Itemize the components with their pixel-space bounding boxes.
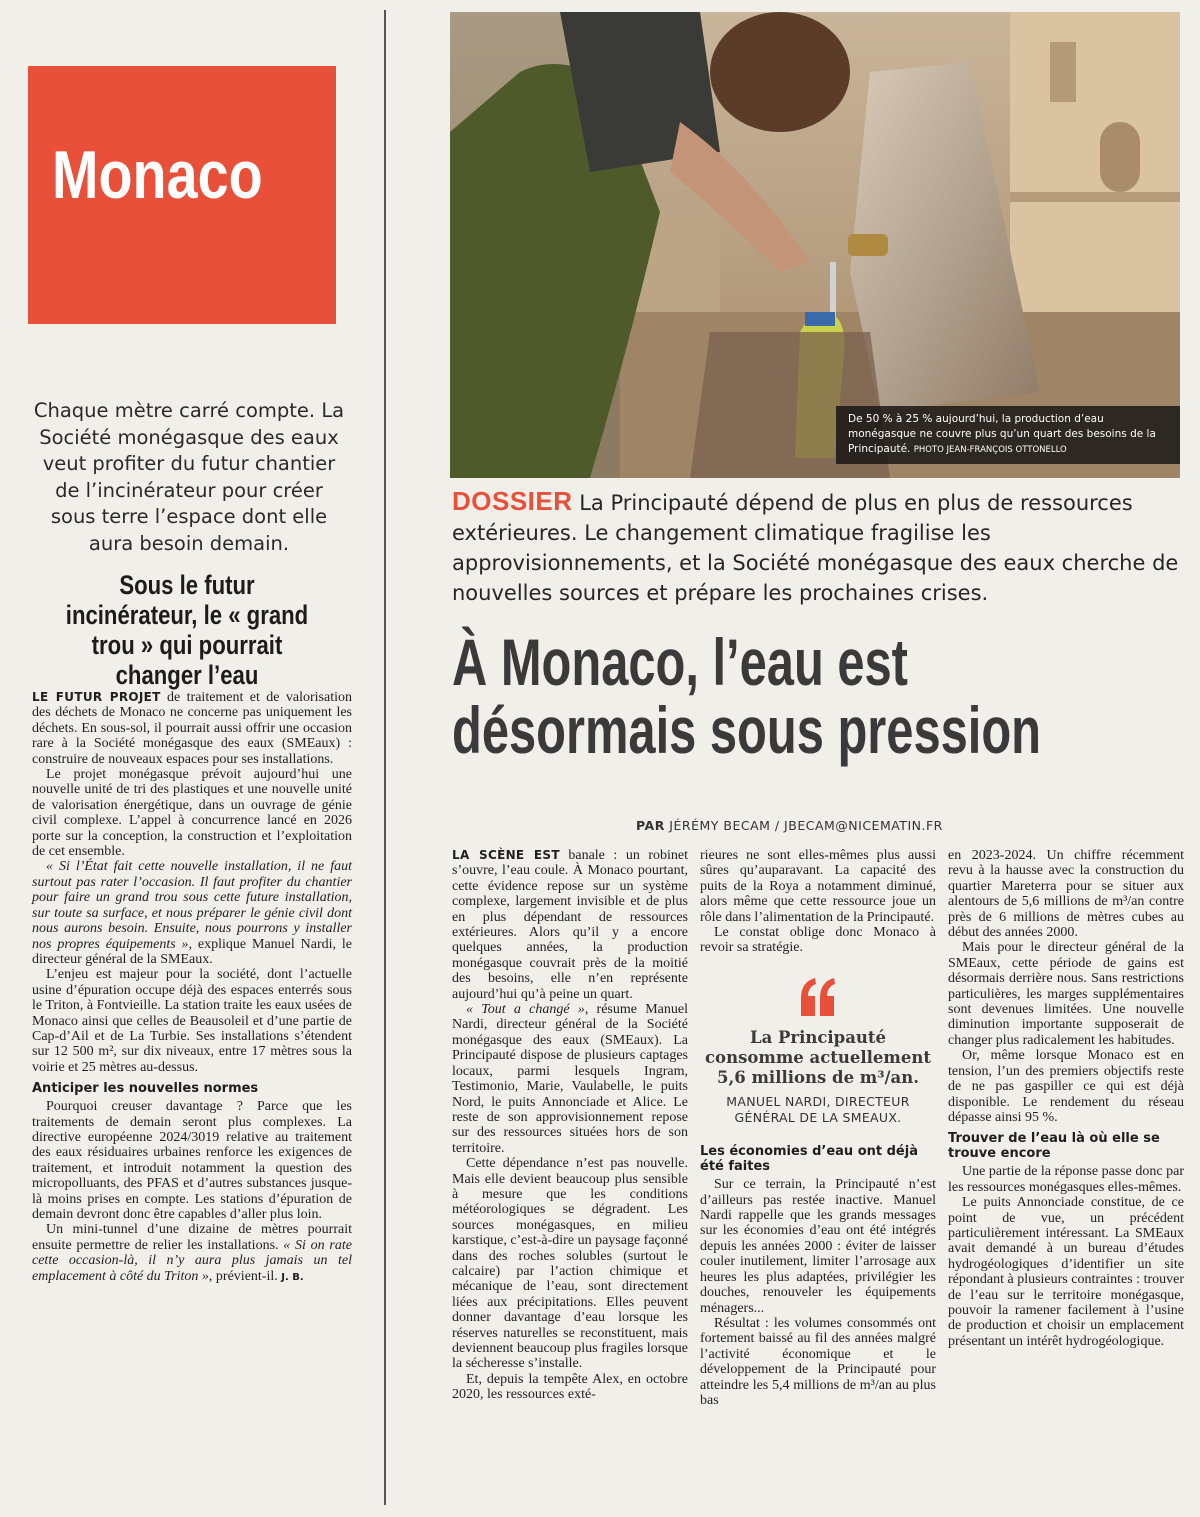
lead-in: LA SCÈNE EST bbox=[452, 848, 560, 862]
main-article bbox=[402, 0, 1192, 1517]
article-subhead: Trouver de l’eau là où elle se trouve encore bbox=[948, 1131, 1160, 1162]
sidebar-paragraph: Le projet monégasque prévoit aujourd’hui une nouvelle unité de tri des plastiques et une nouvelle unité de valorisation énergétique, dans un ouvrage de génie civil complexe. L’appel à concurrence lancé en 2026 porte sur la conception, la construction et l’exploitation de cet ensemble. bbox=[32, 767, 352, 860]
photo-credit: PHOTO JEAN-FRANÇOIS OTTONELLO bbox=[913, 445, 1067, 455]
article-subhead: Les économies d’eau ont déjà été faites bbox=[700, 1144, 918, 1175]
paragraph-text: de traitement et de valorisation des déchets de Monaco ne concerne pas uniquement les déchets. En sous-sol, il pourrait aussi offrir une occasion rare à la Société monégasque des eaux (SMEaux) : construire de nouveaux espaces pour ses installations. bbox=[32, 690, 352, 767]
article-column-2 bbox=[700, 848, 936, 1408]
photo-caption bbox=[836, 406, 1180, 464]
article-column-1 bbox=[452, 848, 688, 1403]
author-signature: J. B. bbox=[281, 1271, 304, 1283]
sidebar-chapo: Chaque mètre carré compte. La Société monégasque des eaux veut profiter du futur chantier de l’incinérateur pour créer sous terre l’espace dont elle aura besoin demain. bbox=[33, 399, 345, 555]
headline-line: désormais sous pression bbox=[452, 693, 1042, 767]
sidebar-body bbox=[32, 690, 352, 1285]
byline bbox=[636, 818, 943, 833]
paragraph-text: , explique Manuel Nardi, le directeur général de la SMEaux. bbox=[32, 936, 352, 967]
pull-quote-text: La Principauté consomme actuellement 5,6 millions de m³/an. bbox=[705, 1028, 931, 1088]
sidebar-title: Sous le futur incinérateur, le « grand trou » qui pourrait changer l’eau bbox=[65, 570, 309, 690]
article-paragraph: Or, même lorsque Monaco est en tension, l’un des premiers objectifs reste de ne pas gaspiller ce qui est déjà disponible. Le rendement du réseau dépasse ainsi 95 %. bbox=[948, 1048, 1184, 1125]
article-paragraph: Une partie de la réponse passe donc par les ressources monégasques elles-mêmes. bbox=[948, 1164, 1184, 1195]
sidebar-paragraph bbox=[32, 1222, 352, 1285]
caption-text: De 50 % à 25 % aujourd’hui, la production d’eau monégasque ne couvre plus qu’un quart des besoins de la Principauté. bbox=[848, 413, 1156, 455]
dossier-tag: DOSSIER bbox=[452, 486, 573, 516]
sidebar-subhead: Anticiper les nouvelles normes bbox=[32, 1081, 259, 1097]
section-logo bbox=[28, 66, 336, 324]
paragraph-text: , prévient-il. bbox=[208, 1268, 278, 1284]
paragraph-text: Un mini-tunnel d’une dizaine de mètres pourrait ensuite permettre de relier les installations. bbox=[32, 1222, 352, 1253]
byline-author: JÉRÉMY BECAM / JBECAM@NICEMATIN.FR bbox=[664, 818, 943, 833]
quote-text: « Tout a changé » bbox=[466, 1002, 585, 1018]
headline-line: À Monaco, l’eau est bbox=[452, 625, 908, 699]
article-paragraph: Le constat oblige donc Monaco à revoir sa stratégie. bbox=[700, 925, 936, 956]
article-column-3 bbox=[948, 848, 1184, 1349]
sidebar-paragraph: Pourquoi creuser davantage ? Parce que les traitements de demain seront plus complexes. La directive européenne 2024/3019 relative au traitement des eaux résiduaires urbaines renforce les exigences de traitement, et introduit notamment la question des micropolluants, des PFAS et d’autres substances jusque-là moins prises en compte. Les stations d’épuration de demain devront donc être capables d’aller plus loin. bbox=[32, 1099, 352, 1222]
pull-quote bbox=[700, 976, 936, 1126]
article-photo bbox=[450, 12, 1180, 478]
sidebar-paragraph bbox=[32, 690, 352, 767]
lead-in: LE FUTUR PROJET bbox=[32, 690, 161, 704]
dossier-intro bbox=[452, 486, 1192, 608]
article-paragraph bbox=[452, 1002, 688, 1156]
quote-text: « Si on rate cette occasion-là, il n’y aura plus jamais un tel emplacement à côté du Triton » bbox=[32, 1237, 352, 1284]
headline bbox=[452, 625, 1042, 767]
article-paragraph: Résultat : les volumes consommés ont fortement baissé au fil des années malgré l’activité économique et le développement de la Principauté pour atteindre les 5,4 millions de m³/an au plus bas bbox=[700, 1315, 936, 1408]
paragraph-text: banale : un robinet s’ouvre, l’eau coule. À Monaco pourtant, cette évidence repose sur un système complexe, largement invisible et de plus en plus dépendant de ressources extérieures. Alors qu’il y a encore quelques années, la production monégasque couvrait près de la moitié des besoins, elle n’en représente aujourd’hui qu’à peine un quart. bbox=[452, 848, 688, 1002]
article-paragraph: en 2023-2024. Un chiffre récemment revu à la hausse avec la construction du quartier Mareterra pour se situer aux alentours de 5,6 millions de m³/an contre près de 6 millions de mètres cubes au début des années 2000. bbox=[948, 848, 1184, 941]
dossier-text: La Principauté dépend de plus en plus de ressources extérieures. Le changement climatique fragilise les approvisionnements, et la Société monégasque des eaux cherche de nouvelles sources et prépare les prochaines crises. bbox=[452, 491, 1179, 605]
article-paragraph: Cette dépendance n’est pas nouvelle. Mais elle devient beaucoup plus sensible à mesure que les conditions météorologiques se dégradent. Les sources monégasques, en milieu karstique, c’est-à-dire un paysage façonné dans des roches solubles (surtout le calcaire) par l’action chimique et mécanique de l’eau, sont directement liées aux précipitations. Elles peuvent donner davantage d’eau lorsque les réserves naturelles se reconstituent, mais deviennent beaucoup plus fragiles lorsque la sécheresse s’installe. bbox=[452, 1156, 688, 1372]
article-paragraph: Sur ce terrain, la Principauté n’est d’ailleurs pas restée inactive. Manuel Nardi rappelle que les grands messages sur les économies d’eau ont été intégrés depuis les années 2000 : éviter de laisser couler inutilement, limiter l’arrosage aux heures les plus adaptées, privilégier les douches, renouveler les équipements ménagers... bbox=[700, 1177, 936, 1316]
column-divider bbox=[384, 10, 386, 1505]
article-paragraph: Mais pour le directeur général de la SMEaux, cette période de gains est désormais derrière nous. Sans restrictions particulières, les marges supplémentaires sont devenues limitées. Une nouvelle diminution importante supposerait de changer plus radicalement les habitudes. bbox=[948, 940, 1184, 1048]
article-paragraph: Le puits Annonciade constitue, de ce point de vue, un précédent particulièrement intéressant. La SMEaux avait demandé à un bureau d’études hydrogéologiques d’identifier un site répondant à plusieurs contraintes : trouver de l’eau sur le territoire monégasque, pouvoir la ramener facilement à l’usine de production et choisir un emplacement présentant un intérêt hydrogéologique. bbox=[948, 1195, 1184, 1349]
sidebar-paragraph bbox=[32, 859, 352, 967]
sidebar-column bbox=[22, 0, 352, 1517]
article-paragraph: Et, depuis la tempête Alex, en octobre 2020, les ressources exté- bbox=[452, 1371, 688, 1403]
pull-quote-author: MANUEL NARDI, DIRECTEUR GÉNÉRAL DE LA SMEAUX. bbox=[726, 1094, 910, 1126]
section-logo-text: Monaco bbox=[52, 137, 263, 213]
article-paragraph bbox=[452, 848, 688, 1002]
article-paragraph: rieures ne sont elles-mêmes plus aussi sûres qu’auparavant. La capacité des puits de la Roya a notamment diminué, alors même que cette ressource joue un rôle dans l’alimentation de la Principauté. bbox=[700, 848, 936, 925]
quote-text: « Si l’État fait cette nouvelle installation, il ne faut surtout pas rater l’occasion. Il faut profiter du chantier pour faire un grand trou sous cette future installation, sur toute sa surface, et nous préparer le génie civil dont nous aurons besoin. Ensuite, nous pourrons y installer nos propres équipements » bbox=[32, 859, 352, 952]
sidebar-paragraph: L’enjeu est majeur pour la société, dont l’actuelle usine d’épuration occupe déjà des espaces enterrés sous le Triton, à Fontvieille. La station traite les eaux usées de Monaco ainsi que celles de Beausoleil et d’une partie de Cap-d’Ail et de La Turbie. Ses installations s’étendent sur 12 500 m², sur dix niveaux, entre 17 mètres sous la voirie et 25 mètres au-dessus. bbox=[32, 967, 352, 1075]
byline-par: PAR bbox=[636, 818, 665, 833]
quote-mark-icon bbox=[799, 976, 837, 1018]
paragraph-text: , résume Manuel Nardi, directeur général de la Société monégasque des eaux (SMEaux). La Principauté dispose de plusieurs captages locaux, parmi lesquels Ingram, Testimonio, Marie, Vaulabelle, le puits Nord, le puits Annonciade et Alice. Le reste de son approvisionnement repose sur des ressources situées hors de son territoire. bbox=[452, 1002, 688, 1156]
